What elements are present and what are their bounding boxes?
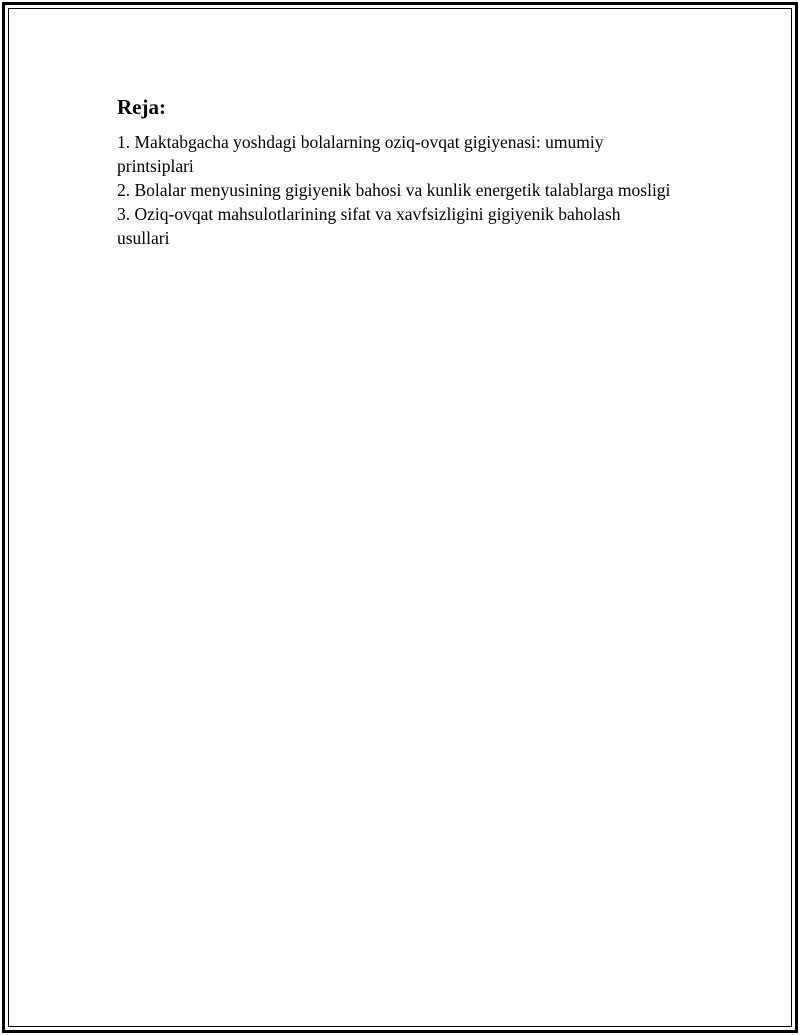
plan-heading: Reja: [117,95,166,119]
plan-list [117,130,677,250]
plan-item-2: 2. Bolalar menyusining gigiyenik bahosi va kunlik energetik talablarga mosligi [117,180,671,200]
plan-item-3: 3. Oziq-ovqat mahsulotlarining sifat va xavfsizligini gigiyenik baholash usullari [117,204,621,248]
plan-item-1: 1. Maktabgacha yoshdagi bolalarning oziq-ovqat gigiyenasi: umumiy printsiplari [117,132,604,176]
plan-section [117,94,677,250]
